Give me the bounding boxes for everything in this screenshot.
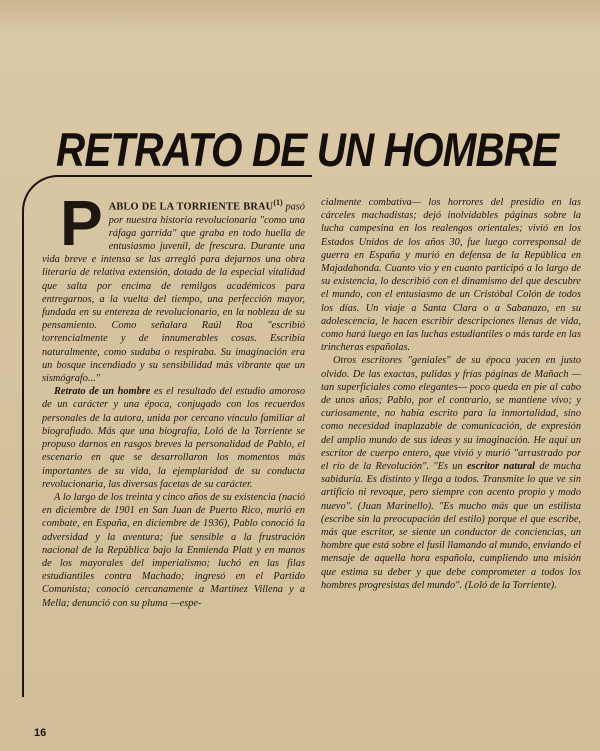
paragraph-2-text: es el resultado del estudio amoroso de un carácter y una época, conjugado con los recuerdos personales de la autora, unida por cercano vínculo familiar al biografiado. Más que una biografía, Loló de la Torriente se propuso darnos en rasgos breves la personalidad de Pablo, el escenario en que se desarrollaron los momentos más importantes de su vida, la ejemplaridad de su conducta revolucionaria, las diversas facetas de su carácter. [42, 386, 305, 490]
paragraph-4: cialmente combativa— los horrores del presidio en las cárceles machadistas; dejó inolvidables páginas sobre la lucha campesina en los realengos orientales; vivió en los Estados Unidos de los años 30, fue luego corresponsal de guerra en España y murió en defensa de la República en Majadahonda. Cuanto vio y en cuanto participó a lo largo de su existencia, lo describió con el dinamismo del que descubre el mundo, con el entusiasmo de un Cristóbal Colón de todos los días. Un viaje a Santa Clara o a Sabanazo, en su adolescencia, le hacen escribir descripciones llenas de vida, como hará luego en las luchas estudiantiles o más tarde en las trincheras españolas. [321, 197, 581, 354]
intro-text: pasó por nuestra historia revolucionaria "como una ráfaga garrida" que graba en todo huella de entusiasmo juvenil, de frescura. Durante una vida breve e intensa se las arregló para dejarnos una obra literaria de relativa extensión, dotada de la especial vitalidad que salta por encima de remilgos académicos para entregarnos, a la vuelta del tiempo, una perfección mayor, fundada en su entereza de revolucionario, en la nobleza de su pensamiento. Como señalara Raúl Roa "escribió torrencialmente y de innumerables cosas. Escribía naturalmente, como sudaba o respiraba. Su imaginación era un bosque incendiado y su sensibilidad más vibrante que un sismógrafo..." [42, 201, 305, 385]
article-title: RETRATO DE UN HOMBRE [56, 123, 559, 176]
paragraph-5-text-b: de mucha sabiduría. Es distinto y llega a todos. Transmite lo que ve sin artificio ni revoque, pero siempre con acento propio y modo nuevo". (Juan Marinello). "Es mucho más que un estilista (escribe sin la preocupación del estilo) porque el que escribe, más que escritor, se siente un conductor de conciencias, un hombre que está sobre el fusil llamando al mundo, enviando el mensaje de aquella hora española, cumpliendo una misión que estima su deber y que debe comprometer a todos los hombres progresistas del mundo". (Loló de la Torriente). [321, 461, 582, 591]
emphasis-escritor-natural: escritor natural [466, 461, 536, 473]
page-number: 16 [34, 727, 47, 739]
intro-paragraph [42, 187, 305, 385]
book-title: Retrato de un hombre [54, 386, 151, 398]
left-column [42, 187, 305, 610]
paragraph-5 [321, 354, 581, 592]
right-column [321, 196, 581, 592]
paragraph-5-text-a: Otros escritores "geniales" de su época yacen en justo olvido. De las exactas, pulidas y frías páginas de Mañach —tan superficiales como elegantes— poco queda en pie al cabo de unos años; Pablo, por el contrario, se mantiene vivo; y curiosamente, no había escrito para la inmortalidad, sino como necesidad inaplazable de comunicación, de expresión del amplio mundo de sus ideas y su imaginación. He aquí un escritor de cuerpo entero, que vivió y murió "arrastrado por el río de la Revolución". "Es un [321, 355, 581, 473]
author-name: ABLO DE LA TORRIENTE BRAU [108, 201, 274, 213]
paragraph-3: A lo largo de los treinta y cinco años de su existencia (nació en diciembre de 1901 en San Juan de Puerto Rico, murió en combate, en España, en diciembre de 1936), Pablo conoció la adversidad y la aventura; fue sensible a la frustración nacional de la República bajo la Enmienda Platt y en manos de los mayorales del imperialismo; luchó en las filas estudiantiles contra Machado; ingresó en el Partido Comunista; conoció cercanamente a Martínez Villena y a Mella; denunció con su pluma —espe- [42, 491, 305, 609]
page-top-edge [0, 0, 600, 30]
paragraph-2 [42, 385, 305, 491]
footnote-marker: (1) [273, 198, 283, 207]
drop-cap: P [60, 187, 103, 259]
